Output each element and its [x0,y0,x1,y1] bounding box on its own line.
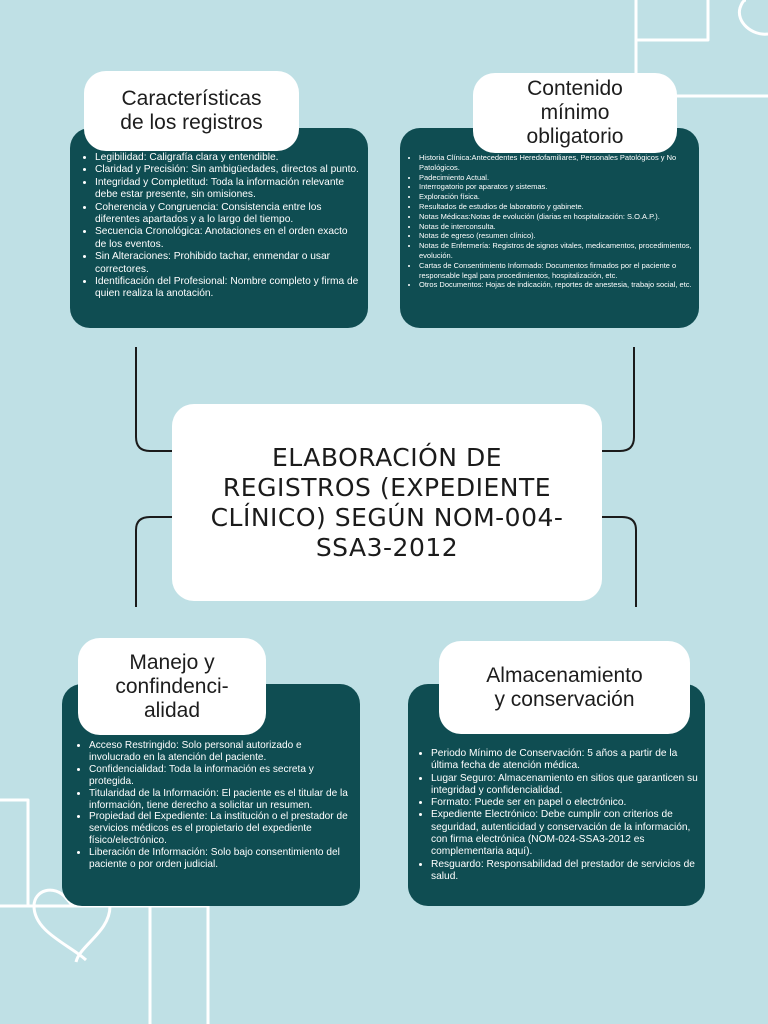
title-line: mínimo [540,101,610,124]
caracteristicas-title [84,71,299,151]
list-item: • Periodo Mínimo de Conservación: 5 años a partir de la última fecha de atención médica. [431,748,699,773]
title-line: de los registros [120,111,263,134]
list-item: • Legibilidad: Caligrafía clara y entendible. [95,152,360,164]
central-title: ELABORACIÓN DE REGISTROS (EXPEDIENTE CLÍNICO) SEGÚN NOM-004-SSA3-2012 [210,442,564,562]
contenido-panel [400,128,699,328]
list-item: • Otros Documentos: Hojas de indicación, reportes de anestesia, trabajo social, etc. [419,280,695,290]
list-item: • Acceso Restringido: Solo personal autorizado e involucrado en la atención del paciente. [89,740,354,764]
almacenamiento-list [418,748,699,883]
central-topic [172,404,602,601]
connector-bottom-right [602,517,636,607]
connector-top-left [136,347,172,451]
list-item: • Notas de Enfermería: Registros de signos vitales, medicamentos, procedimientos, evolución. [419,241,695,261]
list-item: • Identificación del Profesional: Nombre completo y firma de quien realiza la anotación. [95,276,360,301]
title-line: Manejo y [129,650,215,674]
list-item: • Secuencia Cronológica: Anotaciones en el orden exacto de los eventos. [95,226,360,251]
list-item: • Lugar Seguro: Almacenamiento en sitios que garanticen su integridad y confidencialidad. [431,773,699,798]
caracteristicas-panel [70,128,368,328]
list-item: • Resguardo: Responsabilidad del prestador de servicios de salud. [431,859,699,884]
list-item: • Confidencialidad: Toda la información es secreta y protegida. [89,764,354,788]
title-line: y conservación [494,687,635,711]
list-item: • Resultados de estudios de laboratorio y gabinete. [419,202,695,212]
list-item: • Padecimiento Actual. [419,173,695,183]
contenido-list [406,153,695,290]
list-item: • Cartas de Consentimiento Informado: Documentos firmados por el paciente o responsable legal para procedimientos, hospitalización, etc. [419,261,695,281]
list-item: • Formato: Puede ser en papel o electrónico. [431,797,699,809]
list-item: • Sin Alteraciones: Prohibido tachar, enmendar o usar correctores. [95,251,360,276]
list-item: • Liberación de Información: Solo bajo consentimiento del paciente o por orden judicial. [89,847,354,871]
title-line: alidad [143,698,201,722]
list-item: • Claridad y Precisión: Sin ambigüedades, directos al punto. [95,164,360,176]
list-item: • Expediente Electrónico: Debe cumplir con criterios de seguridad, autenticidad y conservación de la información, con firma electrónica (NOM-024-SSA3-2012 es complementaria aquí). [431,809,699,858]
connector-bottom-left [136,517,172,607]
heart-outline-top-right [739,0,768,34]
list-item: • Titularidad de la Información: El paciente es el titular de la información, tiene derecho a solicitar un resumen. [89,788,354,812]
list-item: • Exploración física. [419,192,695,202]
list-item: • Notas de egreso (resumen clínico). [419,231,695,241]
title-line: Contenido [527,77,623,100]
list-item: • Integridad y Completitud: Toda la información relevante debe estar presente, sin omisiones. [95,177,360,202]
contenido-title [473,73,677,153]
title-line: confindenci- [115,674,229,698]
caracteristicas-list [82,152,360,301]
connector-top-right [602,347,634,451]
almacenamiento-title [439,641,690,734]
list-item: • Propiedad del Expediente: La institución o el prestador de servicios médicos es el propietario del expediente físico/electrónico. [89,811,354,847]
list-item: • Notas de interconsulta. [419,222,695,232]
list-item: • Coherencia y Congruencia: Consistencia entre los diferentes apartados y a lo largo del tiempo. [95,202,360,227]
title-line: Características [121,87,262,110]
title-line: Almacenamiento [486,663,643,687]
list-item: • Historia Clínica:Antecedentes Heredofamiliares, Personales Patológicos y No Patológicos. [419,153,695,173]
title-line: obligatorio [526,125,624,148]
list-item: • Notas Médicas:Notas de evolución (diarias en hospitalización: S.O.A.P.). [419,212,695,222]
manejo-title [78,638,266,735]
manejo-list [76,740,354,871]
list-item: • Interrogatorio por aparatos y sistemas. [419,182,695,192]
